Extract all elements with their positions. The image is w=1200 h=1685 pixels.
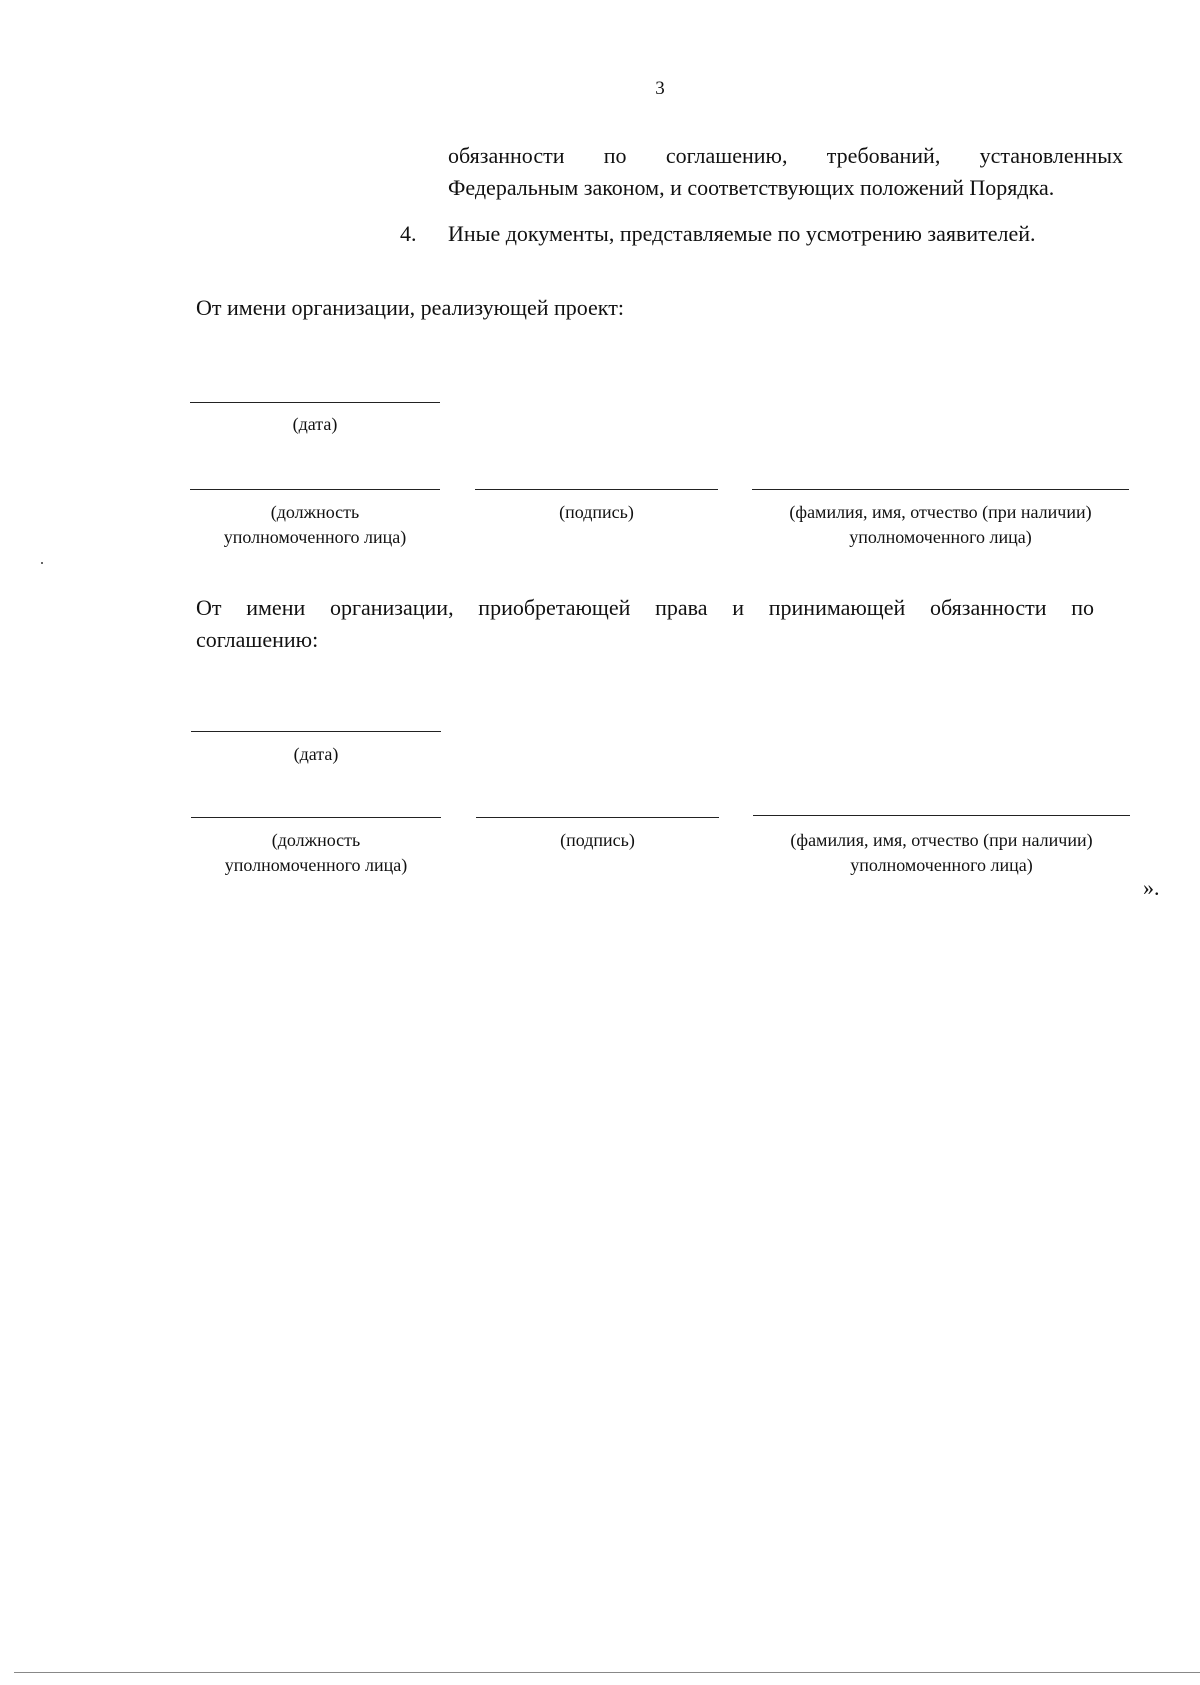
section-2-name-caption-line-2: уполномоченного лица): [850, 855, 1033, 875]
section-2-signature-caption: (подпись): [560, 830, 635, 850]
section-2-name-line: [753, 815, 1130, 816]
section-2-date-caption: (дата): [293, 744, 339, 764]
list-item-4: [400, 218, 1036, 250]
section-2-name-caption-line-1: (фамилия, имя, отчество (при наличии): [790, 830, 1093, 850]
section-1-name-caption-line-1: (фамилия, имя, отчество (при наличии): [789, 502, 1092, 522]
list-item-number: 4.: [400, 221, 417, 246]
section-2-position-line: [191, 817, 441, 818]
continuation-paragraph: [448, 140, 1123, 204]
continuation-line-2: Федеральным законом, и соответствующих положений Порядка.: [448, 175, 1055, 200]
section-1-name-caption: [752, 500, 1129, 550]
section-2-signature-line: [476, 817, 719, 818]
section-1-name-line: [752, 489, 1129, 490]
section-2-position-caption-line-1: (должность: [271, 830, 361, 850]
scan-speck: [41, 562, 43, 564]
page-bottom-rule: [14, 1672, 1200, 1673]
closing-quote: ».: [1143, 875, 1160, 900]
section-1-heading: От имени организации, реализующей проект:: [196, 295, 624, 320]
continuation-line-1: обязанности по соглашению, требований, установленных: [448, 143, 1123, 168]
section-2-position-caption: [191, 828, 441, 878]
section-2-heading-line-1: От имени организации, приобретающей права и принимающей обязанности по: [196, 595, 1094, 620]
section-1-position-caption-line-2: уполномоченного лица): [223, 527, 407, 547]
section-1-position-line: [190, 489, 440, 490]
section-2-position-caption-line-2: уполномоченного лица): [224, 855, 408, 875]
section-1-name-caption-line-2: уполномоченного лица): [849, 527, 1032, 547]
section-1-signature-caption: (подпись): [559, 502, 634, 522]
section-2-date-line: [191, 731, 441, 732]
section-2-heading-line-2: соглашению:: [196, 627, 319, 652]
section-1-position-caption: [190, 500, 440, 550]
list-item-text: Иные документы, представляемые по усмотрению заявителей.: [448, 221, 1036, 246]
section-1-signature-line: [475, 489, 718, 490]
section-2-name-caption: [753, 828, 1130, 878]
section-2-heading: [196, 592, 1094, 656]
page-number: 3: [655, 78, 665, 99]
section-1-position-caption-line-1: (должность: [270, 502, 360, 522]
section-1-date-caption: (дата): [292, 414, 338, 434]
section-1-date-line: [190, 402, 440, 403]
